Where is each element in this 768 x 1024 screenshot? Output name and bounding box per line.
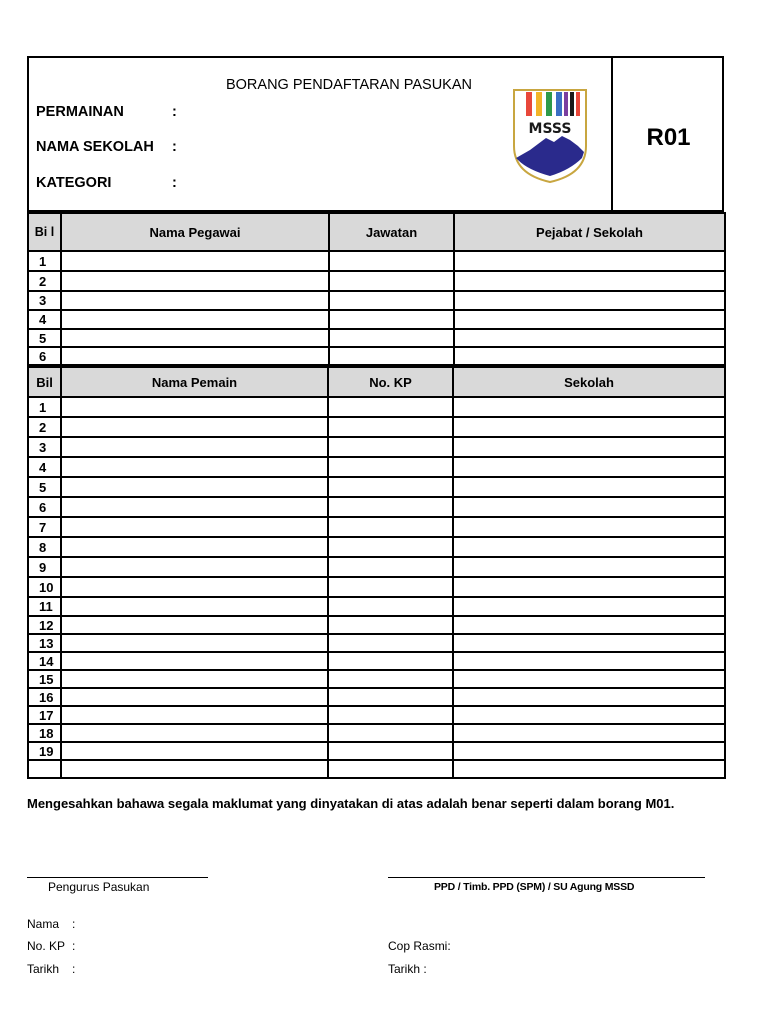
players-cell-name[interactable] — [61, 760, 328, 778]
players-cell-name[interactable] — [61, 497, 328, 517]
players-row — [28, 477, 725, 497]
players-row-number: 2 — [28, 417, 61, 437]
signature-label-manager: Pengurus Pasukan — [48, 880, 150, 894]
players-row-number: 3 — [28, 437, 61, 457]
players-cell-third[interactable] — [453, 634, 725, 652]
players-row — [28, 517, 725, 537]
players-cell-name[interactable] — [61, 597, 328, 616]
officials-header-row — [28, 213, 725, 251]
players-cell-second[interactable] — [328, 634, 453, 652]
field-label-kategori: KATEGORI — [36, 175, 112, 191]
msss-logo — [512, 88, 588, 184]
players-cell-second[interactable] — [328, 477, 453, 497]
players-cell-second[interactable] — [328, 706, 453, 724]
info-label-no-kp: No. KP — [27, 939, 66, 953]
players-cell-second[interactable] — [328, 397, 453, 417]
officials-cell-second[interactable] — [329, 251, 454, 271]
officials-header-name: Nama Pegawai — [61, 213, 329, 251]
players-cell-second[interactable] — [328, 597, 453, 616]
players-cell-second[interactable] — [328, 457, 453, 477]
players-cell-second[interactable] — [328, 417, 453, 437]
players-header-id: No. KP — [328, 367, 453, 397]
players-row — [28, 706, 725, 724]
officials-cell-third[interactable] — [454, 329, 725, 347]
info-colon-tarikh: : — [72, 962, 76, 976]
players-row-number: 7 — [28, 517, 61, 537]
players-row — [28, 457, 725, 477]
signature-line-officer — [388, 877, 705, 878]
players-cell-third[interactable] — [453, 706, 725, 724]
players-cell-name[interactable] — [61, 652, 328, 670]
officials-cell-third[interactable] — [454, 347, 725, 365]
officials-cell-third[interactable] — [454, 291, 725, 310]
players-cell-second[interactable] — [328, 652, 453, 670]
field-colon-nama-sekolah: : — [172, 139, 177, 155]
officials-cell-second[interactable] — [329, 291, 454, 310]
players-row — [28, 652, 725, 670]
players-cell-second[interactable] — [328, 517, 453, 537]
players-cell-second[interactable] — [328, 724, 453, 742]
officials-cell-name[interactable] — [61, 329, 329, 347]
players-cell-name[interactable] — [61, 557, 328, 577]
info-label-nama: Nama — [27, 917, 60, 931]
players-cell-third[interactable] — [453, 670, 725, 688]
players-row-number: 1 — [28, 397, 61, 417]
players-row-number: 8 — [28, 537, 61, 557]
signature-label-officer: PPD / Timb. PPD (SPM) / SU Agung MSSD — [434, 881, 635, 893]
players-row — [28, 670, 725, 688]
players-cell-third[interactable] — [453, 597, 725, 616]
officials-row — [28, 310, 725, 329]
players-cell-second[interactable] — [328, 437, 453, 457]
players-cell-second[interactable] — [328, 760, 453, 778]
players-cell-third[interactable] — [453, 616, 725, 634]
players-cell-second[interactable] — [328, 577, 453, 597]
players-row-number: 18 — [28, 724, 61, 742]
officials-cell-third[interactable] — [454, 271, 725, 291]
players-cell-second[interactable] — [328, 537, 453, 557]
officials-cell-name[interactable] — [61, 310, 329, 329]
officials-row-number: 4 — [28, 310, 61, 329]
players-row — [28, 417, 725, 437]
players-row — [28, 634, 725, 652]
officials-header-bil: Bi l — [28, 213, 61, 251]
players-cell-second[interactable] — [328, 616, 453, 634]
players-cell-third[interactable] — [453, 724, 725, 742]
players-row-number: 4 — [28, 457, 61, 477]
players-cell-second[interactable] — [328, 742, 453, 760]
players-row-number: 13 — [28, 634, 61, 652]
officials-cell-second[interactable] — [329, 310, 454, 329]
officials-cell-second[interactable] — [329, 329, 454, 347]
info-label-cop-rasmi: Cop Rasmi: — [388, 939, 451, 953]
officials-cell-third[interactable] — [454, 310, 725, 329]
players-row — [28, 397, 725, 417]
officials-row — [28, 251, 725, 271]
players-cell-second[interactable] — [328, 557, 453, 577]
players-row — [28, 537, 725, 557]
players-cell-name[interactable] — [61, 688, 328, 706]
players-cell-name[interactable] — [61, 706, 328, 724]
players-row — [28, 577, 725, 597]
officials-cell-name[interactable] — [61, 347, 329, 365]
players-cell-name[interactable] — [61, 616, 328, 634]
players-cell-third[interactable] — [453, 457, 725, 477]
players-cell-third[interactable] — [453, 760, 725, 778]
players-row — [28, 497, 725, 517]
info-label-tarikh: Tarikh — [27, 962, 60, 976]
players-cell-name[interactable] — [61, 517, 328, 537]
players-cell-name[interactable] — [61, 397, 328, 417]
players-row — [28, 688, 725, 706]
players-cell-third[interactable] — [453, 688, 725, 706]
players-row-number: 16 — [28, 688, 61, 706]
players-row-number: 17 — [28, 706, 61, 724]
officials-table — [27, 212, 726, 366]
field-colon-permainan: : — [172, 104, 177, 120]
players-cell-second[interactable] — [328, 497, 453, 517]
players-cell-third[interactable] — [453, 742, 725, 760]
players-row — [28, 597, 725, 616]
players-header-row — [28, 367, 725, 397]
players-cell-name[interactable] — [61, 742, 328, 760]
info-label-tarikh-officer: Tarikh : — [388, 962, 427, 976]
officials-row — [28, 329, 725, 347]
field-label-permainan: PERMAINAN — [36, 104, 124, 120]
players-row — [28, 557, 725, 577]
officials-header-position: Jawatan — [329, 213, 454, 251]
form-header — [27, 56, 724, 212]
players-cell-name[interactable] — [61, 477, 328, 497]
players-row-number: 19 — [28, 742, 61, 760]
signature-line-manager — [27, 877, 208, 878]
players-cell-third[interactable] — [453, 477, 725, 497]
officials-cell-name[interactable] — [61, 291, 329, 310]
players-cell-name[interactable] — [61, 670, 328, 688]
form-title: BORANG PENDAFTARAN PASUKAN — [225, 77, 472, 93]
players-cell-third[interactable] — [453, 537, 725, 557]
officials-cell-third[interactable] — [454, 251, 725, 271]
players-cell-third[interactable] — [453, 437, 725, 457]
players-cell-third[interactable] — [453, 652, 725, 670]
players-header-name: Nama Pemain — [61, 367, 328, 397]
players-header-school: Sekolah — [453, 367, 725, 397]
officials-cell-name[interactable] — [61, 271, 329, 291]
players-cell-name[interactable] — [61, 537, 328, 557]
players-row — [28, 760, 725, 778]
players-row-number: 9 — [28, 557, 61, 577]
players-cell-third[interactable] — [453, 417, 725, 437]
officials-row-number: 1 — [28, 251, 61, 271]
players-row-number: 12 — [28, 616, 61, 634]
players-cell-name[interactable] — [61, 417, 328, 437]
officials-row-number: 2 — [28, 271, 61, 291]
officials-cell-second[interactable] — [329, 271, 454, 291]
players-row-number: 10 — [28, 577, 61, 597]
players-header-bil: Bil — [28, 367, 61, 397]
players-row-number — [28, 760, 61, 778]
players-cell-name[interactable] — [61, 724, 328, 742]
officials-row — [28, 347, 725, 365]
players-cell-second[interactable] — [328, 688, 453, 706]
officials-row — [28, 291, 725, 310]
players-cell-name[interactable] — [61, 457, 328, 477]
info-colon-no-kp: : — [72, 939, 76, 953]
players-cell-second[interactable] — [328, 670, 453, 688]
players-cell-name[interactable] — [61, 437, 328, 457]
players-row-number: 11 — [28, 597, 61, 616]
players-cell-third[interactable] — [453, 517, 725, 537]
players-row-number: 15 — [28, 670, 61, 688]
players-cell-third[interactable] — [453, 557, 725, 577]
players-row-number: 5 — [28, 477, 61, 497]
players-cell-third[interactable] — [453, 577, 725, 597]
players-row — [28, 724, 725, 742]
players-row — [28, 437, 725, 457]
officials-cell-name[interactable] — [61, 251, 329, 271]
players-row — [28, 616, 725, 634]
players-table — [27, 366, 726, 779]
field-label-nama-sekolah: NAMA SEKOLAH — [36, 139, 154, 155]
form-code: R01 — [646, 124, 691, 151]
officials-header-office: Pejabat / Sekolah — [454, 213, 725, 251]
logo-text: MSSS — [528, 121, 572, 137]
players-row-number: 6 — [28, 497, 61, 517]
info-colon-nama: : — [72, 917, 76, 931]
officials-row-number: 6 — [28, 347, 61, 365]
players-row-number: 14 — [28, 652, 61, 670]
players-cell-third[interactable] — [453, 397, 725, 417]
players-cell-name[interactable] — [61, 577, 328, 597]
certification-statement: Mengesahkan bahawa segala maklumat yang dinyatakan di atas adalah benar seperti dalam borang M01. — [27, 796, 675, 811]
players-cell-name[interactable] — [61, 634, 328, 652]
officials-row-number: 3 — [28, 291, 61, 310]
players-cell-third[interactable] — [453, 497, 725, 517]
officials-cell-second[interactable] — [329, 347, 454, 365]
officials-row-number: 5 — [28, 329, 61, 347]
players-row — [28, 742, 725, 760]
officials-row — [28, 271, 725, 291]
field-colon-kategori: : — [172, 175, 177, 191]
